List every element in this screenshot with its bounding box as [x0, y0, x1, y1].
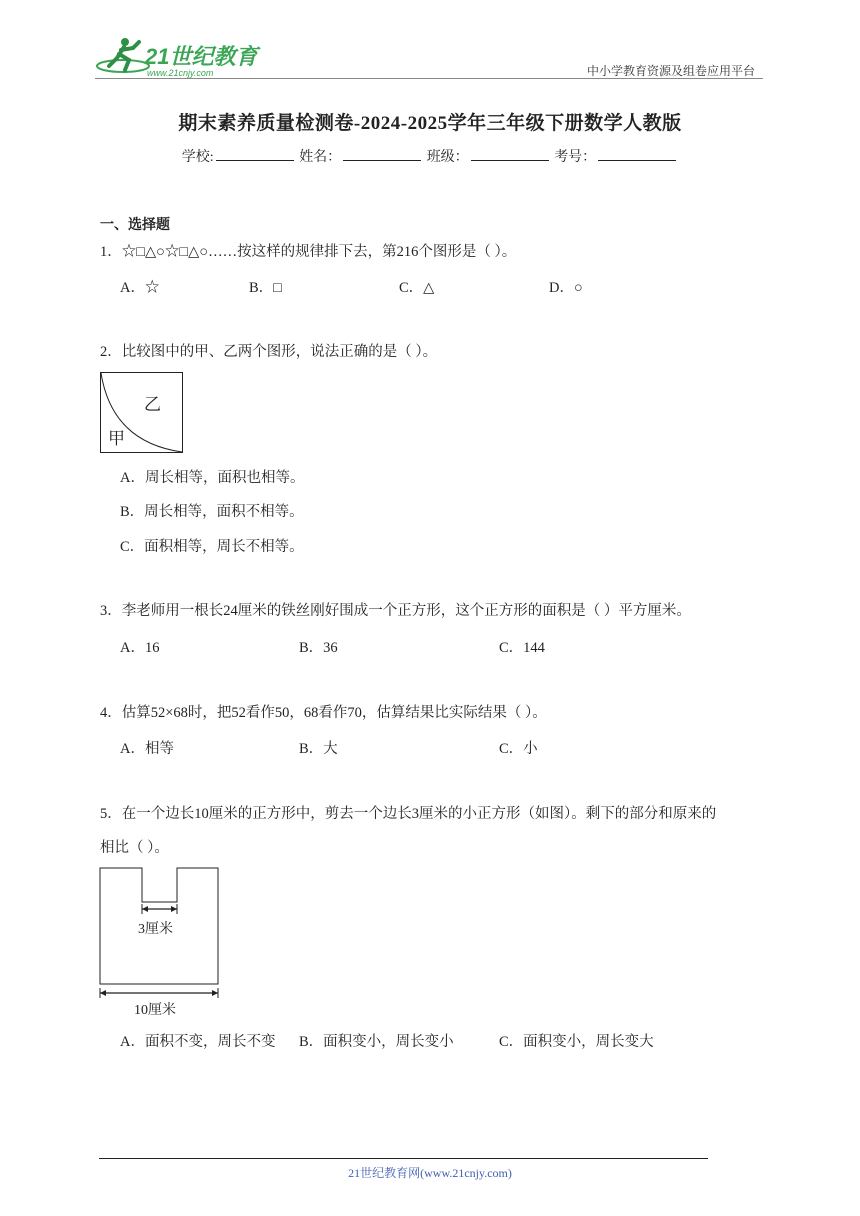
student-info — [0, 146, 860, 166]
question-5-text-line1: 5．在一个边长10厘米的正方形中，剪去一个边长3厘米的小正方形（如图）。剩下的部分和原来的 — [100, 806, 717, 822]
header-divider — [95, 78, 763, 79]
q5-option-a: A．面积不变，周长不变 — [120, 1034, 276, 1050]
name-label: 姓名： — [299, 150, 342, 165]
q2-option-a: A．周长相等，面积也相等。 — [120, 470, 305, 486]
section-heading: 一、选择题 — [100, 218, 170, 233]
q2-option-b: B．周长相等，面积不相等。 — [120, 504, 304, 520]
question-1-text: 1．☆□△○☆□△○……按这样的规律排下去，第216个图形是（ ）。 — [100, 244, 517, 260]
q2-option-c: C．面积相等，周长不相等。 — [120, 539, 304, 555]
question-5-text-line2: 相比（ ）。 — [100, 840, 169, 856]
q5-option-c: C．面积变小，周长变大 — [499, 1034, 654, 1050]
school-blank — [216, 148, 294, 161]
question-2-text: 2．比较图中的甲、乙两个图形，说法正确的是（ ）。 — [100, 344, 438, 360]
label-yi: 乙 — [144, 395, 161, 415]
q4-option-a: A．相等 — [120, 741, 174, 757]
logo-text: 21世纪教育 — [145, 44, 258, 69]
class-label: 班级： — [426, 150, 469, 165]
q5-figure — [96, 864, 224, 1022]
small-side-label: 3厘米 — [138, 922, 173, 937]
q1-option-b: B．□ — [249, 280, 282, 296]
page-title: 期末素养质量检测卷-2024-2025学年三年级下册数学人教版 — [178, 113, 682, 134]
q1-option-c: C．△ — [399, 280, 435, 296]
q1-option-a: A．☆ — [120, 280, 160, 296]
question-3-text: 3．李老师用一根长24厘米的铁丝刚好围成一个正方形，这个正方形的面积是（ ）平方厘米。 — [100, 603, 691, 619]
q4-option-b: B．大 — [299, 741, 338, 757]
q3-option-c: C．144 — [499, 640, 545, 656]
runner-logo-icon — [95, 36, 265, 80]
q2-figure — [100, 372, 184, 454]
q3-option-a: A．16 — [120, 640, 160, 656]
school-label: 学校: — [181, 150, 214, 165]
logo-url: www.21cnjy.com — [147, 68, 214, 78]
big-side-label: 10厘米 — [134, 1003, 176, 1018]
q3-option-b: B．36 — [299, 640, 338, 656]
class-blank — [471, 148, 549, 161]
q5-option-b: B．面积变小，周长变小 — [299, 1034, 454, 1050]
exam-no-blank — [598, 148, 676, 161]
logo — [95, 36, 265, 80]
footer-text[interactable]: 21世纪教育网(www.21cnjy.com) — [348, 1166, 512, 1180]
question-4-text: 4．估算52×68时，把52看作50，68看作70，估算结果比实际结果（ ）。 — [100, 705, 547, 721]
label-jia: 甲 — [108, 429, 125, 449]
name-blank — [343, 148, 421, 161]
footer-divider — [99, 1158, 708, 1159]
q4-option-c: C．小 — [499, 741, 538, 757]
q1-option-d: D．○ — [549, 280, 583, 296]
header-platform-text: 中小学教育资源及组卷应用平台 — [586, 64, 755, 78]
exam-no-label: 考号： — [554, 150, 597, 165]
